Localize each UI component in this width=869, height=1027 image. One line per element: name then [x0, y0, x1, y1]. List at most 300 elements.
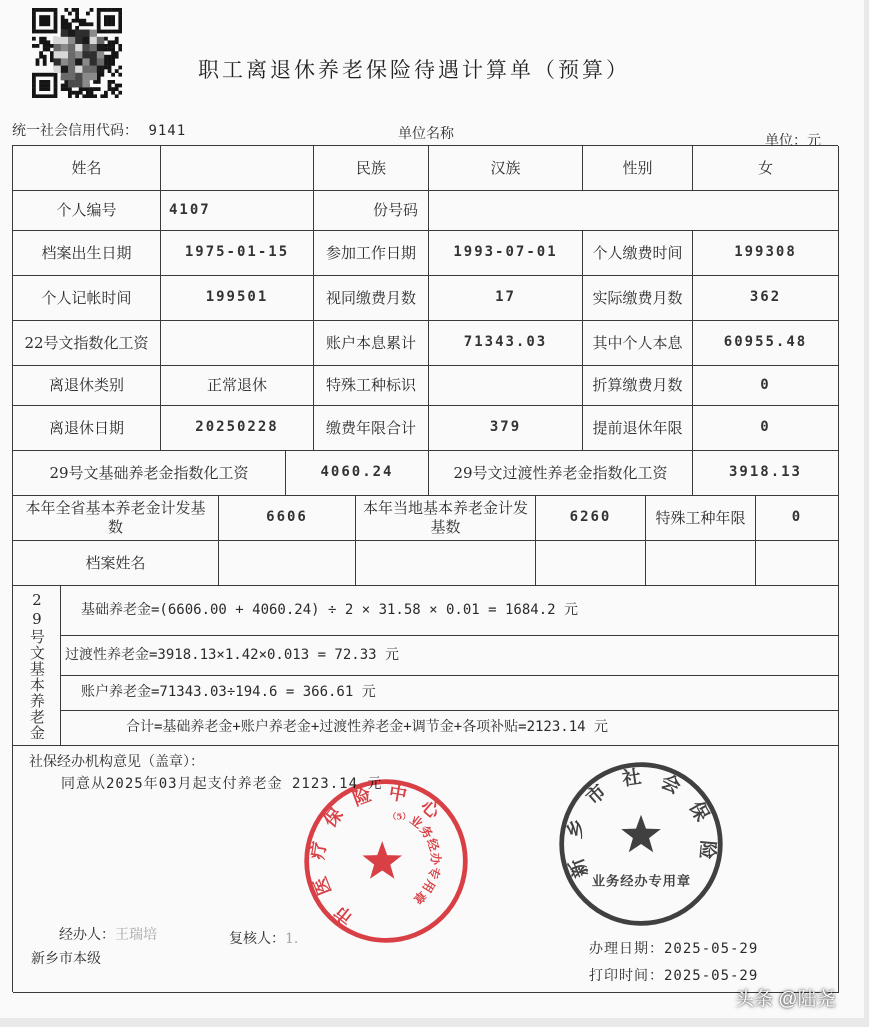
- qr-module: [39, 80, 43, 84]
- mosaic-block: [54, 51, 61, 58]
- archive-name-cell: [219, 541, 356, 586]
- qr-module: [39, 30, 43, 34]
- qr-module: [32, 12, 36, 16]
- archive-name-cell: [536, 541, 646, 586]
- qr-module: [36, 58, 40, 62]
- qr-module: [32, 15, 36, 19]
- local-base-label: 本年当地基本养老金计发基数: [356, 496, 536, 541]
- qr-module: [39, 37, 43, 41]
- qr-module: [97, 12, 101, 16]
- qr-module: [39, 19, 43, 23]
- qr-module: [32, 84, 36, 88]
- actual-months-value: 362: [693, 276, 839, 321]
- qr-module: [43, 55, 47, 59]
- qr-module: [32, 44, 36, 48]
- qr-module: [43, 44, 47, 48]
- mosaic-block: [68, 73, 75, 80]
- qr-module: [54, 84, 58, 88]
- account-start-value: 199501: [161, 276, 314, 321]
- qr-module: [61, 87, 65, 91]
- opinion-text: 同意从2025年03月起支付养老金 2123.14 元: [61, 776, 383, 792]
- qr-module: [43, 94, 47, 98]
- qr-module: [64, 26, 68, 30]
- qr-module: [108, 44, 112, 48]
- qr-module: [118, 84, 122, 88]
- qr-module: [118, 66, 122, 70]
- mosaic-block: [61, 44, 68, 51]
- qr-module: [75, 94, 79, 98]
- qr-module: [79, 22, 83, 26]
- qr-module: [111, 58, 115, 62]
- red-seal-inner-text: [407, 812, 444, 907]
- red-seal-number: （5）: [387, 812, 411, 823]
- qr-module: [46, 8, 50, 12]
- qr-module: [111, 62, 115, 66]
- qr-module: [39, 73, 43, 77]
- qr-module: [118, 15, 122, 19]
- unit-name-label: 单位名称: [398, 126, 454, 142]
- qr-module: [104, 55, 108, 59]
- doc29-basic-wage-label: 29号文基础养老金指数化工资: [13, 451, 286, 496]
- qr-module: [79, 87, 83, 91]
- qr-module: [32, 19, 36, 23]
- qr-module: [108, 22, 112, 26]
- deemed-months-value: 17: [429, 276, 583, 321]
- archive-name-label: 档案姓名: [13, 541, 219, 586]
- contribution-start-value: 199308: [693, 231, 839, 276]
- ethnicity-value: 汉族: [429, 146, 583, 191]
- qr-module: [43, 40, 47, 44]
- qr-module: [97, 76, 101, 80]
- contribution-start-label: 个人缴费时间: [583, 231, 693, 276]
- qr-module: [115, 37, 119, 41]
- qr-module: [46, 15, 50, 19]
- qr-module: [86, 94, 90, 98]
- qr-module: [39, 87, 43, 91]
- mosaic-block: [75, 66, 82, 73]
- qr-module: [108, 8, 112, 12]
- qr-module: [115, 55, 119, 59]
- mosaic-block: [68, 30, 75, 37]
- qr-module: [108, 87, 112, 91]
- qr-module: [115, 84, 119, 88]
- mosaic-block: [75, 80, 82, 87]
- qr-module: [54, 80, 58, 84]
- mosaic-block: [68, 51, 75, 58]
- qr-module: [39, 8, 43, 12]
- qr-module: [86, 12, 90, 16]
- qr-module: [82, 22, 86, 26]
- mosaic-block: [54, 58, 61, 65]
- credit-code: [12, 120, 186, 140]
- star-icon: [362, 841, 402, 879]
- qr-module: [46, 40, 50, 44]
- doc22-wage-label: 22号文指数化工资: [13, 321, 161, 366]
- qr-module: [108, 55, 112, 59]
- black-seal: [556, 759, 726, 929]
- gender-value: 女: [693, 146, 839, 191]
- qr-module: [104, 94, 108, 98]
- mosaic-block: [75, 58, 82, 65]
- qr-module: [61, 84, 65, 88]
- qr-module: [50, 94, 54, 98]
- qr-module: [39, 15, 43, 19]
- opinion-section: [13, 746, 839, 993]
- qr-module: [32, 26, 36, 30]
- qr-module: [54, 94, 58, 98]
- red-seal-inner-path: 业务经办专用章: [407, 811, 444, 908]
- qr-module: [61, 15, 65, 19]
- early-years-label: 提前退休年限: [583, 406, 693, 451]
- qr-module: [50, 58, 54, 62]
- qr-module: [118, 8, 122, 12]
- personal-part-value: 60955.48: [693, 321, 839, 366]
- qr-module: [115, 51, 119, 55]
- total-years-value: 379: [429, 406, 583, 451]
- mosaic-block: [75, 73, 82, 80]
- qr-module: [104, 66, 108, 70]
- name-label: 姓名: [13, 146, 161, 191]
- qr-module: [90, 8, 94, 12]
- qr-module: [43, 15, 47, 19]
- retire-date-value: 20250228: [161, 406, 314, 451]
- qr-module: [54, 26, 58, 30]
- mosaic-block: [54, 66, 61, 73]
- special-job-flag-value-cell: [429, 366, 583, 406]
- qr-module: [115, 8, 119, 12]
- mosaic-block: [82, 73, 89, 80]
- qr-module: [115, 40, 119, 44]
- qr-module: [54, 76, 58, 80]
- mosaic-block: [90, 44, 97, 51]
- qr-module: [46, 30, 50, 34]
- qr-module: [118, 48, 122, 52]
- qr-module: [43, 37, 47, 41]
- qr-module: [43, 87, 47, 91]
- qr-module: [75, 19, 79, 23]
- qr-module: [46, 44, 50, 48]
- qr-module: [32, 94, 36, 98]
- mosaic-block: [61, 73, 68, 80]
- qr-module: [32, 87, 36, 91]
- credit-code-value: 9141: [148, 123, 187, 139]
- special-job-years-label: 特殊工种年限: [646, 496, 756, 541]
- qr-module: [118, 91, 122, 95]
- qr-module: [39, 84, 43, 88]
- transition-pension-formula: 过渡性养老金=3918.13×1.42×0.013 = 72.33 元: [61, 636, 839, 676]
- retire-type-value: 正常退休: [161, 366, 314, 406]
- qr-module: [97, 22, 101, 26]
- mosaic-block: [97, 58, 104, 65]
- qr-module: [61, 22, 65, 26]
- gender-label: 性别: [583, 146, 693, 191]
- qr-code: [32, 8, 122, 98]
- qr-module: [108, 40, 112, 44]
- qr-module: [32, 73, 36, 77]
- qr-module: [32, 22, 36, 26]
- qr-module: [111, 55, 115, 59]
- account-total-label: 账户本息累计: [314, 321, 429, 366]
- qr-module: [108, 66, 112, 70]
- mosaic-block: [54, 37, 61, 44]
- qr-module: [43, 19, 47, 23]
- actual-months-label: 实际缴费月数: [583, 276, 693, 321]
- calculation-section-label: 29号文基本养老金: [13, 586, 61, 746]
- total-pension-formula: 合计=基础养老金+账户养老金+过渡性养老金+调节金+各项补贴=2123.14 元: [61, 711, 839, 746]
- qr-module: [50, 8, 54, 12]
- mosaic-block: [90, 37, 97, 44]
- qr-module: [36, 44, 40, 48]
- archive-name-cell: [756, 541, 839, 586]
- qr-module: [111, 30, 115, 34]
- early-years-value: 0: [693, 406, 839, 451]
- qr-module: [90, 91, 94, 95]
- qr-module: [104, 58, 108, 62]
- qr-module: [54, 91, 58, 95]
- personal-id-label: 个人编号: [13, 191, 161, 231]
- mosaic-block: [90, 73, 97, 80]
- work-start-label: 参加工作日期: [314, 231, 429, 276]
- birth-date-label: 档案出生日期: [13, 231, 161, 276]
- qr-module: [115, 30, 119, 34]
- currency-unit: 单位：元: [765, 133, 821, 149]
- qr-module: [118, 22, 122, 26]
- mosaic-block: [82, 80, 89, 87]
- qr-module: [43, 84, 47, 88]
- converted-months-value: 0: [693, 366, 839, 406]
- qr-module: [90, 22, 94, 26]
- qr-module: [82, 87, 86, 91]
- qr-module: [100, 73, 104, 77]
- qr-module: [54, 73, 58, 77]
- qr-module: [39, 94, 43, 98]
- qr-module: [108, 84, 112, 88]
- qr-module: [100, 94, 104, 98]
- mosaic-block: [97, 51, 104, 58]
- qr-module: [108, 80, 112, 84]
- doc22-wage-value-cell: [161, 321, 314, 366]
- qr-module: [50, 73, 54, 77]
- qr-module: [43, 22, 47, 26]
- mosaic-block: [61, 58, 68, 65]
- qr-module: [68, 22, 72, 26]
- account-total-value: 71343.03: [429, 321, 583, 366]
- archive-name-cell: [356, 541, 536, 586]
- credit-code-label: 统一社会信用代码：: [12, 123, 138, 139]
- mosaic-block: [75, 44, 82, 51]
- qr-module: [111, 15, 115, 19]
- qr-module: [39, 40, 43, 44]
- qr-module: [97, 19, 101, 23]
- retire-date-label: 离退休日期: [13, 406, 161, 451]
- qr-module: [108, 19, 112, 23]
- qr-module: [43, 62, 47, 66]
- qr-module: [97, 87, 101, 91]
- qr-module: [97, 26, 101, 30]
- qr-module: [43, 30, 47, 34]
- qr-module: [104, 37, 108, 41]
- qr-module: [68, 12, 72, 16]
- administrative-level: 新乡市本级: [31, 951, 101, 967]
- mosaic-block: [68, 66, 75, 73]
- qr-module: [39, 22, 43, 26]
- mosaic-block: [97, 66, 104, 73]
- special-job-flag-label: 特殊工种标识: [314, 366, 429, 406]
- handler-name: 王瑞培: [115, 927, 157, 943]
- qr-module: [46, 87, 50, 91]
- qr-module: [108, 48, 112, 52]
- qr-module: [93, 87, 97, 91]
- qr-module: [100, 8, 104, 12]
- red-seal: [301, 776, 471, 946]
- qr-module: [54, 12, 58, 16]
- qr-module: [93, 80, 97, 84]
- mosaic-block: [61, 51, 68, 58]
- qr-module: [111, 19, 115, 23]
- qr-module: [75, 12, 79, 16]
- watermark: 头条 @陆尧: [735, 989, 836, 1010]
- converted-months-label: 折算缴费月数: [583, 366, 693, 406]
- deemed-months-label: 视同缴费月数: [314, 276, 429, 321]
- handler: [59, 927, 157, 945]
- qr-module: [100, 30, 104, 34]
- qr-module: [43, 73, 47, 77]
- qr-module: [97, 15, 101, 19]
- mosaic-block: [68, 58, 75, 65]
- mosaic-block: [90, 58, 97, 65]
- doc29-basic-wage-value: 4060.24: [286, 451, 429, 496]
- star-icon: [621, 815, 661, 853]
- reviewer-label: 复核人：: [229, 931, 285, 947]
- mosaic-block: [75, 30, 82, 37]
- qr-module: [104, 22, 108, 26]
- qr-module: [97, 80, 101, 84]
- qr-module: [75, 91, 79, 95]
- qr-module: [64, 87, 68, 91]
- process-date: 办理日期：2025-05-29: [589, 941, 759, 957]
- qr-module: [68, 91, 72, 95]
- qr-module: [36, 30, 40, 34]
- qr-module: [111, 40, 115, 44]
- qr-module: [75, 8, 79, 12]
- qr-module: [46, 80, 50, 84]
- qr-module: [115, 94, 119, 98]
- qr-module: [97, 73, 101, 77]
- mosaic-block: [82, 66, 89, 73]
- qr-module: [104, 48, 108, 52]
- mosaic-block: [54, 44, 61, 51]
- mosaic-block: [68, 80, 75, 87]
- qr-module: [97, 8, 101, 12]
- ethnicity-label: 民族: [314, 146, 429, 191]
- qr-module: [32, 80, 36, 84]
- qr-module: [97, 30, 101, 34]
- pension-table: [12, 145, 838, 992]
- qr-module: [104, 44, 108, 48]
- qr-module: [64, 80, 68, 84]
- qr-module: [118, 44, 122, 48]
- qr-module: [36, 94, 40, 98]
- qr-module: [50, 44, 54, 48]
- mosaic-block: [68, 44, 75, 51]
- qr-module: [111, 73, 115, 77]
- mosaic-block: [61, 37, 68, 44]
- mosaic-block: [82, 44, 89, 51]
- qr-module: [54, 22, 58, 26]
- qr-module: [36, 8, 40, 12]
- qr-module: [115, 69, 119, 73]
- mosaic-block: [82, 51, 89, 58]
- qr-module: [50, 55, 54, 59]
- qr-module: [43, 58, 47, 62]
- qr-module: [111, 91, 115, 95]
- id-number-label: 份号码: [314, 191, 429, 231]
- work-start-value: 1993-07-01: [429, 231, 583, 276]
- qr-module: [104, 30, 108, 34]
- qr-module: [54, 30, 58, 34]
- qr-module: [118, 19, 122, 23]
- qr-module: [104, 19, 108, 23]
- mosaic-block: [90, 66, 97, 73]
- archive-name-cell: [646, 541, 756, 586]
- qr-module: [43, 8, 47, 12]
- province-base-value: 6606: [219, 496, 356, 541]
- qr-module: [111, 51, 115, 55]
- qr-module: [46, 94, 50, 98]
- qr-module: [108, 58, 112, 62]
- qr-module: [32, 91, 36, 95]
- qr-module: [93, 94, 97, 98]
- qr-module: [36, 62, 40, 66]
- qr-module: [54, 87, 58, 91]
- qr-module: [75, 15, 79, 19]
- qr-module: [108, 15, 112, 19]
- qr-module: [46, 73, 50, 77]
- qr-module: [32, 76, 36, 80]
- page-title: 职工离退休养老保险待遇计算单（预算）: [198, 58, 630, 82]
- doc29-transition-wage-label: 29号文过渡性养老金指数化工资: [429, 451, 693, 496]
- qr-module: [111, 8, 115, 12]
- qr-module: [43, 80, 47, 84]
- qr-module: [118, 73, 122, 77]
- qr-module: [46, 22, 50, 26]
- qr-module: [82, 19, 86, 23]
- account-pension-formula: 账户养老金=71343.03÷194.6 = 366.61 元: [61, 676, 839, 711]
- mosaic-block: [90, 30, 97, 37]
- qr-module: [118, 30, 122, 34]
- black-seal-arc-path: 新乡市社会保险: [563, 765, 719, 881]
- mosaic-block: [97, 44, 104, 51]
- qr-module: [108, 69, 112, 73]
- reviewer-name: 1.: [285, 931, 299, 947]
- province-base-label: 本年全省基本养老金计发基数: [13, 496, 219, 541]
- name-value-cell: [161, 146, 314, 191]
- qr-module: [61, 26, 65, 30]
- birth-date-value: 1975-01-15: [161, 231, 314, 276]
- mosaic-block: [82, 37, 89, 44]
- qr-module: [36, 73, 40, 77]
- qr-module: [64, 19, 68, 23]
- qr-module: [118, 12, 122, 16]
- qr-module: [46, 48, 50, 52]
- qr-module: [50, 51, 54, 55]
- qr-module: [61, 19, 65, 23]
- qr-module: [90, 87, 94, 91]
- qr-module: [32, 37, 36, 41]
- qr-module: [104, 15, 108, 19]
- mosaic-block: [90, 51, 97, 58]
- qr-module: [68, 26, 72, 30]
